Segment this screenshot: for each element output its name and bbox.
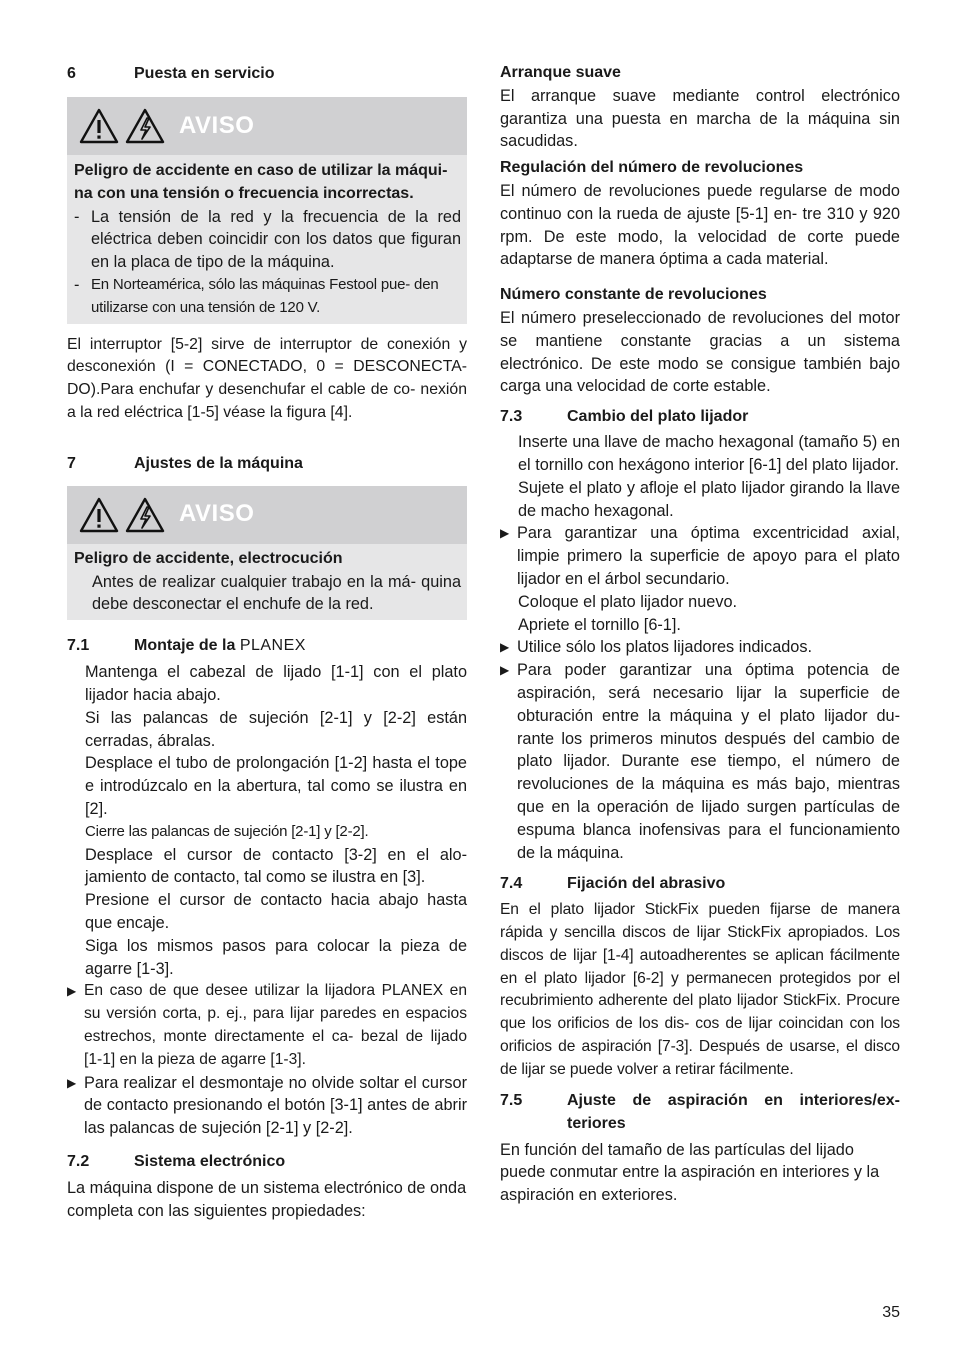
step-text: Apriete el tornillo [6-1]. — [518, 615, 681, 634]
bullet-text: Utilice sólo los platos lijadores indicados. — [517, 638, 813, 657]
paragraph: En el plato lijador StickFix pueden fijarse de manera rápida y sencilla discos de lijar StickFix apropiados. Los discos de lijar [1-4] autoadherentes se aplican fácilmente en el plato lijador [6-2] y permanecen protegidos por el recubrimiento adherente del plato lijador StickFix. Procure que los orificios de los dis- cos de lijar coincidan con los orificios de aspiración [7-3]. Después de usarse, el disco de lijar se puede volver a retirar fácilmente. — [500, 901, 900, 1078]
section-7-5-heading — [500, 1089, 900, 1135]
paragraph: En función del tamaño de las partículas del lijado puede conmutar entre la aspiración en interiores y la aspiración en exteriores. — [500, 1140, 880, 1205]
bullet-item — [67, 1072, 467, 1140]
section-number: 7.5 — [500, 1091, 523, 1109]
section-7-4-heading — [500, 872, 900, 895]
section-number: 7.3 — [500, 408, 523, 426]
section-6-heading — [67, 62, 467, 85]
section-number: 7 — [67, 454, 76, 472]
step-text: Coloque el plato lijador nuevo. — [518, 592, 738, 611]
subheading: Arranque suave — [500, 64, 621, 81]
warning-header — [67, 97, 467, 155]
step-text: Siga los mismos pasos para colocar la pieza de agarre [1-3]. — [85, 936, 467, 978]
warning-label: AVISO — [179, 500, 255, 528]
warning-item-text: La tensión de la red y la frecuencia de la red eléctrica deben coincidir con los datos que figuran en la placa de tipo de la máquina. — [91, 207, 461, 272]
bullet-triangle-icon: ▶ — [67, 1075, 77, 1090]
warning-box-electrocution — [67, 486, 467, 620]
warning-triangle-icon — [79, 496, 119, 534]
section-number: 7.1 — [67, 637, 90, 655]
step-text: Desplace el cursor de contacto [3-2] en el alo- jamiento de contacto, tal como se ilustra en [3]. — [85, 845, 467, 887]
product-name: PLANEX — [239, 637, 306, 655]
bullet-triangle-icon: ▶ — [67, 984, 77, 999]
paragraph: El arranque suave mediante control electrónico garantiza una puesta en marcha de la máquina sin sacudidas. — [500, 86, 900, 151]
subheading: Regulación del número de revoluciones — [500, 159, 804, 177]
section-title: Cambio del plato lijador — [567, 408, 749, 426]
section-title: Sistema electrónico — [134, 1152, 286, 1170]
bullet-text: En caso de que desee utilizar la lijadora PLANEX en su versión corta, p. ej., para lijar paredes en espacios estrechos, monte directamente el ca- bezal de lijado [1-1] en la pieza de agarre [1-3]. — [84, 982, 467, 1068]
step-text: Presione el cursor de contacto hacia abajo hasta que encaje. — [85, 891, 467, 932]
section-number: 7.4 — [500, 875, 523, 893]
section-title: Fijación del abrasivo — [567, 875, 726, 893]
step-text: Inserte una llave de macho hexagonal (tamaño 5) en el tornillo con hexágono interior [6-1] del plato lijador. — [518, 433, 900, 474]
warning-title: Peligro de accidente, electrocución — [74, 549, 343, 567]
bullet-triangle-icon: ▶ — [500, 640, 510, 655]
warning-header — [67, 486, 467, 544]
bullet-item — [500, 636, 900, 659]
page-number: 35 — [882, 1304, 900, 1321]
list-item: - La tensión de la red y la frecuencia de la red eléctrica deben coincidir con los datos que figuran en la placa de tipo de la máquina. — [74, 206, 461, 274]
warning-box-voltage — [67, 97, 467, 324]
warning-label: AVISO — [179, 111, 255, 139]
step-text: Mantenga el cabezal de lijado [1-1] con el plato lijador hacia abajo. — [85, 663, 467, 704]
bullet-triangle-icon: ▶ — [500, 663, 510, 678]
switch-paragraph: El interruptor [5-2] sirve de interruptor de conexión y desconexión (I = CONECTADO, 0 = DESCONECTA- DO).Para enchufar y desenchufar el cable de co- nexión a la red eléctrica [1-5] véase la figura [4]. — [67, 335, 467, 421]
electric-hazard-icon — [125, 107, 165, 145]
step-text: Cierre las palancas de sujeción [2-1] y [2-2]. — [85, 822, 369, 840]
section-title: Montaje de la — [134, 637, 236, 655]
step-text: Sujete el plato y afloje el plato lijador girando la llave de macho hexagonal. — [518, 478, 900, 520]
section-number: 7.2 — [67, 1152, 90, 1170]
section-number: 6 — [67, 65, 76, 82]
warning-triangle-icon — [79, 107, 119, 145]
section-title: Ajuste de aspiración en interiores/ex- teriores — [567, 1091, 900, 1132]
bullet-text: Para garantizar una óptima excentricidad axial, limpie primero la superficie de apoyo para el plato lijador en el árbol secundario. — [517, 524, 900, 588]
bullet-item — [500, 522, 900, 590]
electric-hazard-icon — [125, 496, 165, 534]
list-item: - En Norteamérica, sólo las máquinas Festool pue- den utilizarse con una tensión de 120 V. — [74, 274, 461, 320]
bullet-item — [67, 980, 467, 1071]
paragraph: El número de revoluciones puede regularse de modo continuo con la rueda de ajuste [5-1] en- tre 310 y 920 rpm. De este modo, la velocidad de corte puede adaptarse de manera óptima a cada material. — [500, 181, 900, 269]
section-title: Ajustes de la máquina — [134, 454, 303, 472]
bullet-text: Para realizar el desmontaje no olvide soltar el cursor de contacto presionando el botón [3-1] antes de abrir las palancas de sujeción [2-1] y [2-2]. — [84, 1073, 467, 1138]
step-text: Desplace el tubo de prolongación [1-2] hasta el tope e introdúzcalo en la abertura, tal como se ilustra en [2]. — [85, 754, 467, 818]
paragraph: El número preseleccionado de revoluciones del motor se mantiene constante gracias a un sistema electrónico. De este modo se consigue también bajo carga una velocidad de corte estable. — [500, 308, 900, 396]
section-7-heading — [67, 452, 467, 475]
section-7-1-heading — [67, 634, 467, 657]
section-7-2-heading — [67, 1150, 467, 1173]
warning-title: Peligro de accidente en caso de utilizar la máqui- na con una tensión o frecuencia incorrectas. — [74, 162, 448, 202]
section-title: Puesta en servicio — [134, 65, 275, 82]
bullet-text: Para poder garantizar una óptima potencia de aspiración, será necesario lijar la superficie de obturación entre la máquina y el plato lijador du- rante los primeros minutos después del cambio de plato lijador. Durante ese tiempo, el número de revoluciones de la máquina es más bajo, mientras que en la operación de lijado surgen partículas de espuma blanca inofensivas para el funcionamiento de la máquina. — [517, 661, 900, 862]
electronics-paragraph: La máquina dispone de un sistema electrónico de onda completa con las siguientes propiedades: — [67, 1178, 467, 1220]
subheading: Número constante de revoluciones — [500, 286, 767, 304]
right-column — [500, 62, 900, 1207]
section-7-3-heading — [500, 405, 900, 428]
step-text: Si las palancas de sujeción [2-1] y [2-2] están cerradas, ábralas. — [85, 708, 467, 750]
warning-item-text: En Norteamérica, sólo las máquinas Festool pue- den utilizarse con una tensión de 120 V. — [91, 275, 439, 316]
warning-text: Antes de realizar cualquier trabajo en la má- quina debe desconectar el enchufe de la red. — [92, 572, 461, 614]
left-column — [67, 62, 467, 1222]
bullet-triangle-icon: ▶ — [500, 526, 510, 541]
bullet-item — [500, 659, 900, 864]
